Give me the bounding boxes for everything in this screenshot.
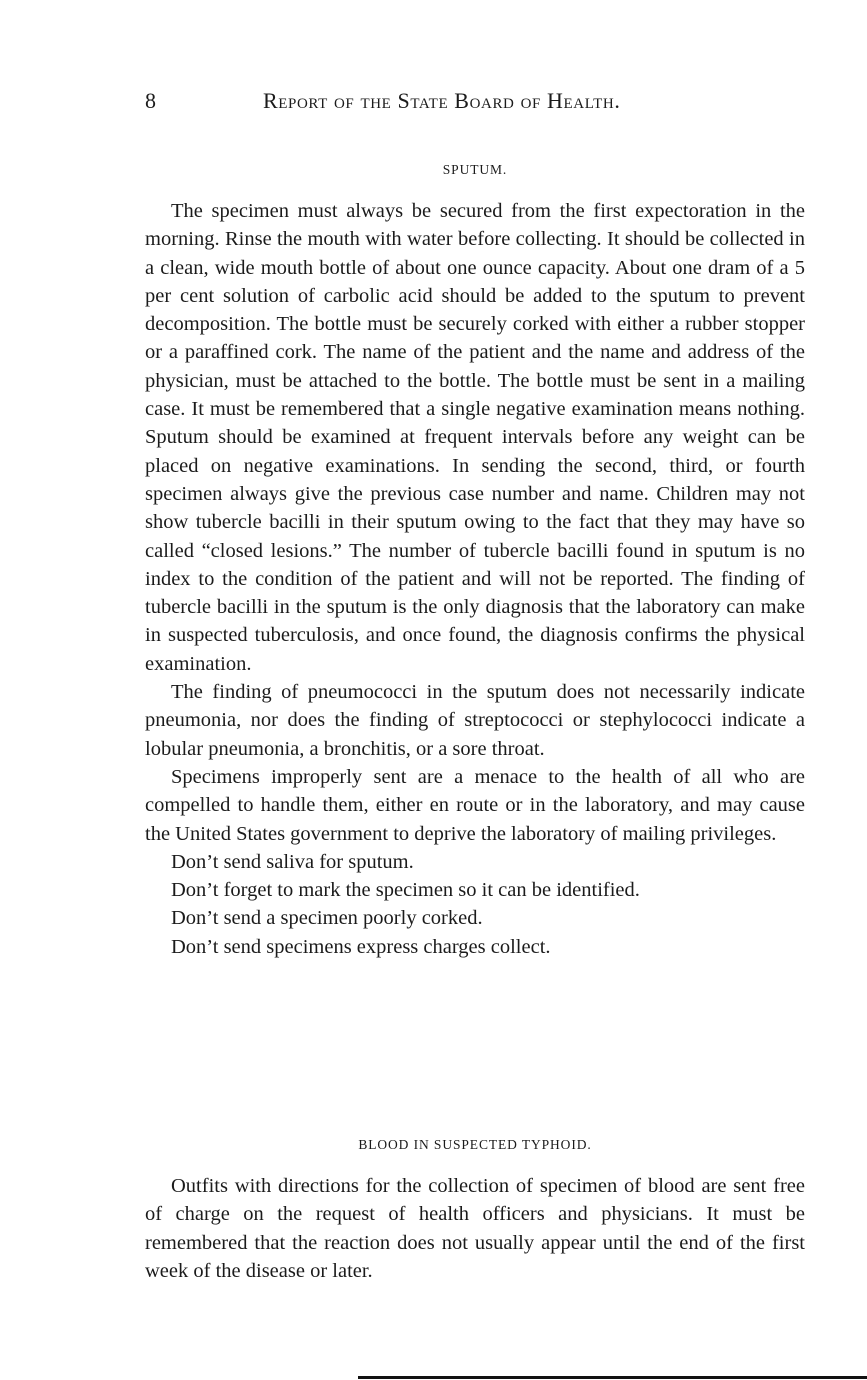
bottom-rule (358, 1376, 867, 1379)
paragraph: Specimens improperly sent are a menace to the health of all who are compelled to handle them, either en route or in the laboratory, and may cause the United States government to deprive the laboratory of mailing privileges. (145, 765, 805, 845)
paragraph: The specimen must always be secured from the first expectoration in the morning. Rinse the mouth with water before collecting. It should be collected in a clean, wide mouth bottle of about one ounce capacity. About one dram of a 5 per cent solution of carbolic acid should be added to the sputum to prevent decomposition. The bottle must be securely corked with either a rubber stopper or a paraffined cork. The name of the patient and the name and address of the physician, must be attached to the bottle. The bottle must be sent in a mailing case. It must be remembered that a single negative examination means nothing. Sputum should be examined at frequent intervals before any weight can be placed on negative examinations. In sending the second, third, or fourth specimen always give the previous case number and name. Children may not show tubercle bacilli in their sputum owing to the fact that they may have so called “closed lesions.” The number of tubercle bacilli found in sputum is no index to the condition of the patient and will not be reported. The finding of tubercle bacilli in the sputum is the only diagnosis that the laboratory can make in suspected tuberculosis, and once found, the diagnosis confirms the physical examination. (145, 200, 805, 675)
section-body-blood-typhoid (145, 1172, 805, 1285)
section-body-sputum (145, 197, 805, 961)
dont-instruction: Don’t forget to mark the specimen so it can be identified. (171, 879, 640, 902)
dont-instruction: Don’t send specimens express charges collect. (171, 935, 551, 958)
running-head (145, 88, 805, 118)
paragraph: The finding of pneumococci in the sputum does not necessarily indicate pneumonia, nor does the finding of streptococci or stephylococci indicate a lobular pneumonia, a bronchitis, or a sore throat. (145, 681, 805, 760)
paragraph: Outfits with directions for the collection of specimen of blood are sent free of charge on the request of health officers and physicians. It must be remembered that the reaction does not usually appear until the end of the first week of the disease or later. (145, 1175, 805, 1282)
section-heading-sputum: SPUTUM. (442, 162, 508, 177)
page-number: 8 (145, 88, 156, 113)
section-heading-blood-typhoid: BLOOD IN SUSPECTED TYPHOID. (358, 1137, 592, 1152)
running-title: Report of the State Board of Health. (263, 88, 621, 113)
dont-instruction: Don’t send a specimen poorly corked. (171, 907, 483, 930)
dont-instruction: Don’t send saliva for sputum. (171, 850, 414, 873)
